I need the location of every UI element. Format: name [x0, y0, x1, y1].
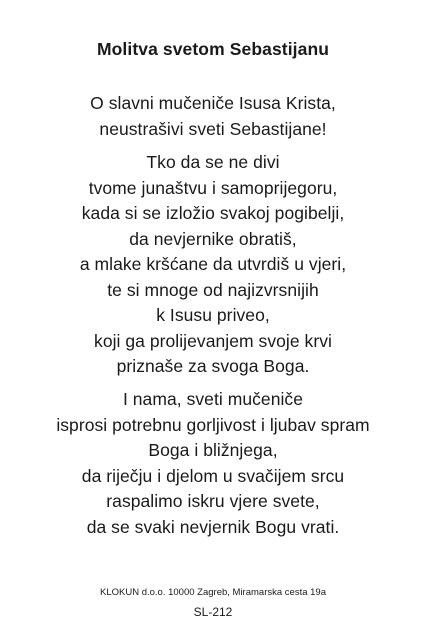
verse-line: a mlake kršćane da utvrdiš u vjeri, — [79, 254, 347, 274]
verse-line: I nama, sveti mučeniče — [122, 389, 304, 409]
verse-line: da nevjernike obratiš, — [129, 228, 297, 249]
verse-line: raspalimo iskru vjere svete, — [106, 491, 320, 511]
product-code: SL-212 — [193, 605, 233, 619]
verse-line: O slavni mučeniče Isusa Krista, — [90, 93, 336, 113]
prayer-title: Molitva svetom Sebastijanu — [96, 39, 330, 59]
verse-line: kada si se izložio svakoj pogibelji, — [81, 203, 345, 223]
verse-line: koji ga prolijevanjem svoje krvi — [94, 330, 332, 351]
verse-line: priznaše za svoga Boga. — [116, 356, 310, 376]
stanza-1 — [0, 91, 426, 142]
stanza-3 — [0, 387, 426, 540]
verse-line: Boga i bližnjega, — [148, 440, 278, 460]
publisher-info: KLOKUN d.o.o. 10000 Zagreb, Miramarska cesta 19a — [99, 587, 326, 598]
verse-line: da riječju i djelom u svačijem srcu — [81, 465, 345, 486]
verse-line: tvome junaštvu i samoprijegoru, — [88, 177, 338, 198]
stanza-2 — [0, 150, 426, 380]
verse-line: neustrašivi sveti Sebastijane! — [99, 118, 327, 139]
verse-line: te si mnoge od najizvrsnijih — [107, 279, 319, 300]
verse-line: Tko da se ne divi — [146, 152, 280, 172]
verse-line: isprosi potrebnu gorljivost i ljubav spram — [56, 414, 370, 435]
verse-line: k Isusu priveo, — [156, 305, 270, 325]
verse-line: da se svaki nevjernik Bogu vrati. — [86, 516, 340, 537]
